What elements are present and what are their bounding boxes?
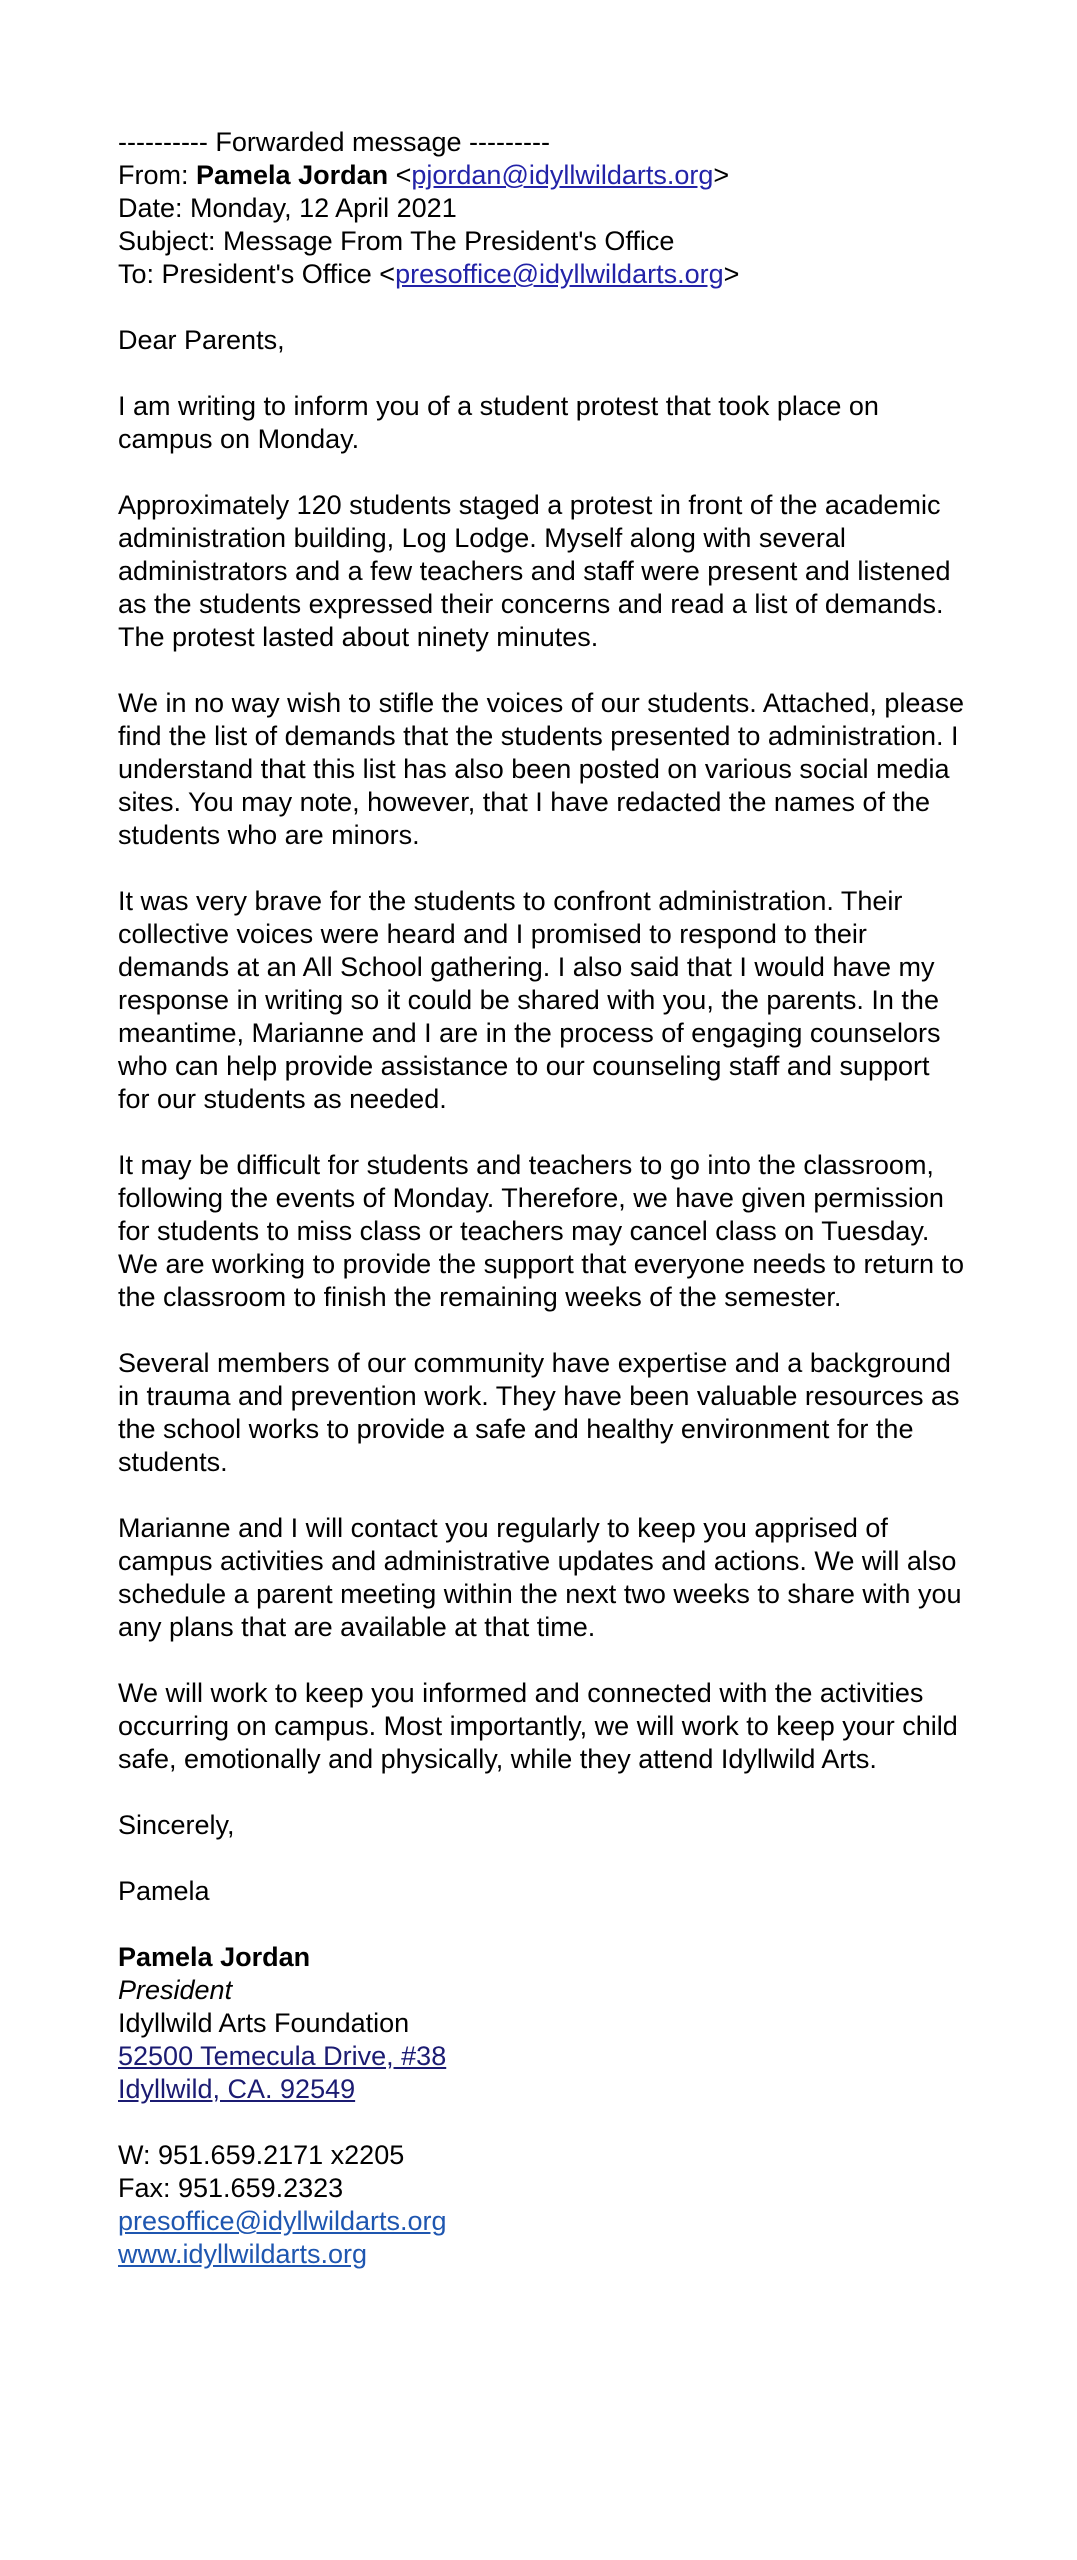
paragraph-3: We in no way wish to stifle the voices of our students. Attached, please find the list of demands that the students presented to administration. I understand that this list has also been posted on various social media sites. You may note, however, that I have redacted the names of the students who are minors. bbox=[118, 688, 964, 850]
to-email-link[interactable]: presoffice@idyllwildarts.org bbox=[395, 259, 724, 289]
to-angle-close: > bbox=[723, 259, 740, 289]
from-label: From: bbox=[118, 160, 196, 190]
signature-org: Idyllwild Arts Foundation bbox=[118, 2008, 410, 2038]
forwarded-header bbox=[118, 126, 966, 291]
from-angle-open: < bbox=[388, 160, 412, 190]
closing: Sincerely, bbox=[118, 1810, 235, 1840]
to-label: To: President's Office bbox=[118, 259, 380, 289]
to-angle-open: < bbox=[379, 259, 396, 289]
email-document bbox=[118, 126, 966, 2304]
paragraph-7: Marianne and I will contact you regularly to keep you apprised of campus activities and administrative updates and actions. We will also schedule a parent meeting within the next two weeks to share with you any plans that are available at that time. bbox=[118, 1513, 962, 1642]
signature-identity bbox=[118, 1941, 966, 2106]
forwarded-divider: ---------- Forwarded message --------- bbox=[118, 127, 550, 157]
salutation: Dear Parents, bbox=[118, 325, 285, 355]
from-name: Pamela Jordan bbox=[196, 160, 389, 190]
signature-email-line bbox=[118, 2205, 966, 2238]
signature-name: Pamela Jordan bbox=[118, 1942, 311, 1972]
to-line bbox=[118, 258, 966, 291]
signature-phone: W: 951.659.2171 x2205 bbox=[118, 2140, 405, 2170]
address-link-1[interactable]: 52500 Temecula Drive, #38 bbox=[118, 2041, 447, 2071]
signature-email-link[interactable]: presoffice@idyllwildarts.org bbox=[118, 2206, 447, 2236]
signature-website-line bbox=[118, 2238, 966, 2271]
date-line: Date: Monday, 12 April 2021 bbox=[118, 193, 457, 223]
from-angle-close: > bbox=[713, 160, 730, 190]
address-link-2[interactable]: Idyllwild, CA. 92549 bbox=[118, 2074, 356, 2104]
paragraph-2: Approximately 120 students staged a protest in front of the academic administration building, Log Lodge. Myself along with several administrators and a few teachers and staff were present and listened as the students expressed their concerns and read a list of demands. The protest lasted about ninety minutes. bbox=[118, 490, 951, 652]
paragraph-8: We will work to keep you informed and connected with the activities occurring on campus. Most importantly, we will work to keep your child safe, emotionally and physically, while they attend Idyllwild Arts. bbox=[118, 1678, 958, 1774]
signature-address-line-1 bbox=[118, 2040, 966, 2073]
paragraph-6: Several members of our community have expertise and a background in trauma and prevention work. They have been valuable resources as the school works to provide a safe and healthy environment for the students. bbox=[118, 1348, 960, 1477]
from-email-link[interactable]: pjordan@idyllwildarts.org bbox=[411, 160, 714, 190]
subject-line: Subject: Message From The President's Office bbox=[118, 226, 675, 256]
paragraph-1: I am writing to inform you of a student protest that took place on campus on Monday. bbox=[118, 391, 879, 454]
signature-contact bbox=[118, 2139, 966, 2271]
from-line bbox=[118, 159, 966, 192]
signature-title: President bbox=[118, 1975, 233, 2005]
paragraph-5: It may be difficult for students and teachers to go into the classroom, following the events of Monday. Therefore, we have given permission for students to miss class or teachers may cancel class on Tuesday. We are working to provide the support that everyone needs to return to the classroom to finish the remaining weeks of the semester. bbox=[118, 1150, 964, 1312]
signature-fax: Fax: 951.659.2323 bbox=[118, 2173, 344, 2203]
signature-address-line-2 bbox=[118, 2073, 966, 2106]
paragraph-4: It was very brave for the students to confront administration. Their collective voices were heard and I promised to respond to their demands at an All School gathering. I also said that I would have my response in writing so it could be shared with you, the parents. In the meantime, Marianne and I are in the process of engaging counselors who can help provide assistance to our counseling staff and support for our students as needed. bbox=[118, 886, 941, 1114]
signature-website-link[interactable]: www.idyllwildarts.org bbox=[118, 2239, 368, 2269]
signoff: Pamela bbox=[118, 1876, 210, 1906]
